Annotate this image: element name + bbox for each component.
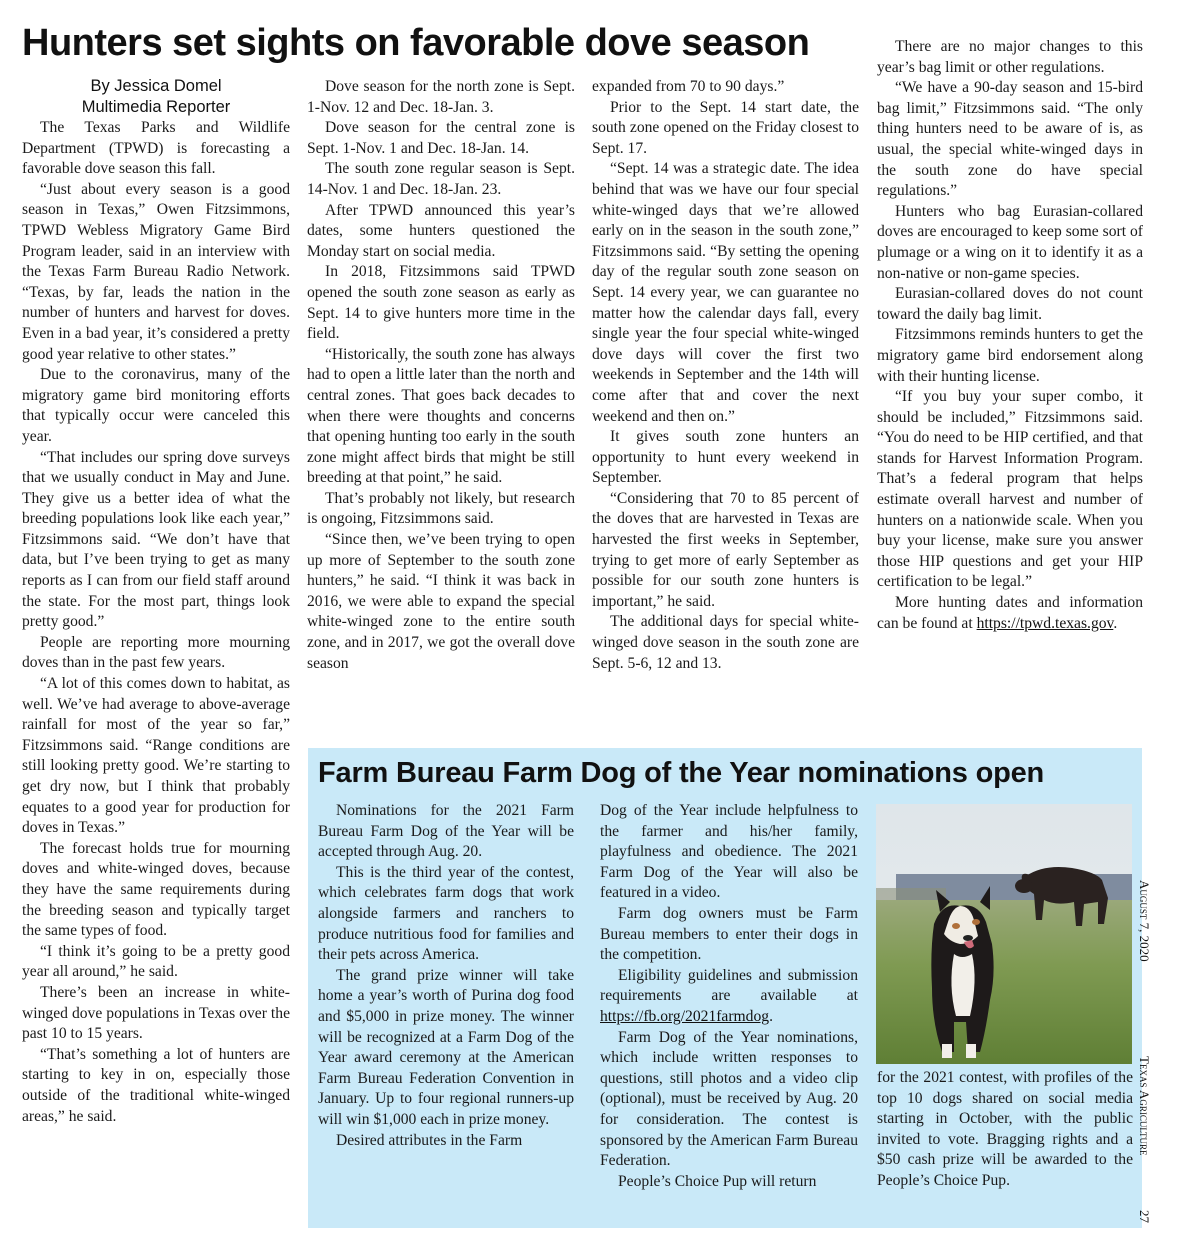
paragraph: Dog of the Year include helpfulness to the farmer and his/her family, playfulness and obedience. The 2021 Farm Dog of the Year will also be featured in a video. bbox=[600, 802, 858, 902]
farm-dog-photo-illustration bbox=[876, 804, 1132, 1064]
paragraph: Desired attributes in the Farm bbox=[336, 1131, 523, 1149]
paragraph: “If you buy your super combo, it should be included,” Fitzsimmons said. “You do need to be HIP certified, and that stands for Harvest Information Program. That’s a federal program that helps estimate overall harvest and number of hunters on a nationwide scale. When you buy your license, make sure you answer those HIP questions and get your HIP certification to be legal.” bbox=[877, 388, 1143, 591]
paragraph: After TPWD announced this year’s dates, some hunters questioned the Monday start on social media. bbox=[307, 201, 575, 260]
paragraph: This is the third year of the contest, which celebrates farm dogs that work alongside farmers and ranchers to produce nutritious food for families and their pets across America. bbox=[318, 863, 574, 964]
paragraph: Prior to the Sept. 14 start date, the south zone opened on the Friday closest to Sept. 17. bbox=[592, 98, 859, 157]
paragraph: The Texas Parks and Wildlife Department (TPWD) is forecasting a favorable dove season this fall. bbox=[22, 119, 290, 178]
paragraph: It gives south zone hunters an opportunity to hunt every weekend in September. bbox=[592, 428, 859, 487]
publication-name: Texas Agriculture bbox=[1137, 1056, 1152, 1156]
paragraph: “Just about every season is a good season in Texas,” Owen Fitzsimmons, TPWD Webless Migratory Game Bird Program leader, said in an interview with the Texas Farm Bureau Radio Network. “Texas, by far, leads the nation in the number of hunters and harvest for doves. Even in a bad year, it’s considered a pretty good year relative to other states.” bbox=[22, 180, 290, 363]
sidebar-column-3 bbox=[877, 1068, 1133, 1192]
paragraph: “That’s something a lot of hunters are starting to key in on, especially those outside of the traditional white-winged areas,” he said. bbox=[22, 1045, 290, 1125]
paragraph: for the 2021 contest, with profiles of the top 10 dogs shared on social media starting in October, with the public invited to vote. Bragging rights and a $50 cash prize will be awarded to the People’s Choice Pup. bbox=[877, 1069, 1133, 1189]
sidebar-column-1 bbox=[318, 801, 574, 1151]
paragraph: The south zone regular season is Sept. 14-Nov. 1 and Dec. 18-Jan. 23. bbox=[307, 160, 575, 198]
paragraph bbox=[877, 593, 1143, 634]
paragraph: Eurasian-collared doves do not count toward the daily bag limit. bbox=[877, 285, 1143, 323]
byline-author: By Jessica Domel bbox=[90, 77, 222, 95]
paragraph: expanded from 70 to 90 days.” bbox=[592, 78, 785, 95]
paragraph-text: More hunting dates and information can be found at bbox=[877, 594, 1143, 632]
page-number: 27 bbox=[1137, 1210, 1152, 1223]
farmdog-link[interactable]: https://fb.org/2021farmdog bbox=[600, 1007, 770, 1025]
paragraph: Dove season for the north zone is Sept. 1-Nov. 12 and Dec. 18-Jan. 3. bbox=[307, 78, 575, 116]
paragraph: There’s been an increase in white-winged dove populations in Texas over the past 10 to 15 years. bbox=[22, 983, 290, 1043]
paragraph: The additional days for special white-winged dove season in the south zone are Sept. 5-6, 12 and 13. bbox=[592, 613, 859, 672]
paragraph: “Since then, we’ve been trying to open up more of September to the south zone hunters,” he said. “I think it was back in 2016, we were able to expand the special white-winged zone to the entire south zone, and in 2017, we got the overall dove season bbox=[307, 531, 575, 672]
paragraph: The grand prize winner will take home a year’s worth of Purina dog food and $5,000 in prize money. The winner will be recognized at a Farm Dog of the Year award ceremony at the American Farm Bureau Federation Convention in January. Up to four regional runners-up will win $1,000 each in prize money. bbox=[318, 966, 574, 1128]
paragraph: Hunters who bag Eurasian-collared doves are encouraged to keep some sort of plumage or a wing on it to identify it as a non-native or non-game species. bbox=[877, 202, 1143, 282]
paragraph: “Considering that 70 to 85 percent of the doves that are harvested in Texas are harvested the first weeks in September, trying to get more of early September as possible for our south zone hunters is important,” he said. bbox=[592, 489, 859, 610]
paragraph: That’s probably not likely, but research is ongoing, Fitzsimmons said. bbox=[307, 489, 575, 528]
paragraph: There are no major changes to this year’s bag limit or other regulations. bbox=[877, 38, 1143, 76]
paragraph: Dove season for the central zone is Sept. 1-Nov. 1 and Dec. 18-Jan. 14. bbox=[307, 119, 575, 157]
paragraph: People’s Choice Pup will return bbox=[618, 1172, 817, 1190]
paragraph: Due to the coronavirus, many of the migratory game bird monitoring efforts that typically occur were canceled this year. bbox=[22, 366, 290, 445]
paragraph: “A lot of this comes down to habitat, as well. We’ve had average to above-average rainfall for most of the year so far,” Fitzsimmons said. “Range conditions are still looking pretty good. We’re starting to get dry now, but I think that probably equates to a good year for production for doves in Texas.” bbox=[22, 675, 290, 837]
sidebar-column-2 bbox=[600, 801, 858, 1192]
page-side-margin bbox=[1136, 880, 1160, 1240]
paragraph: “That includes our spring dove surveys that we usually conduct in May and June. They give us a better idea of what the breeding populations look like each year,” Fitzsimmons said. “We don’t have that data, but I’ve been trying to get as many reports as I can from our field staff around the state. For the most part, things look pretty good.” bbox=[22, 448, 290, 631]
sidebar-headline: Farm Bureau Farm Dog of the Year nominations open bbox=[318, 757, 1045, 789]
paragraph: The forecast holds true for mourning doves and white-winged doves, because they have the same requirements during the breeding season and typically target the same types of food. bbox=[22, 839, 290, 940]
article-column-2 bbox=[307, 77, 575, 674]
tpwd-link[interactable]: https://tpwd.texas.gov bbox=[976, 614, 1114, 632]
article-headline: Hunters set sights on favorable dove season bbox=[22, 22, 810, 64]
paragraph: In 2018, Fitzsimmons said TPWD opened the south zone season as early as Sept. 14 to give hunters more time in the field. bbox=[307, 263, 575, 343]
byline-title: Multimedia Reporter bbox=[81, 97, 231, 116]
paragraph: Farm dog owners must be Farm Bureau members to enter their dogs in the competition. bbox=[600, 904, 858, 964]
paragraph-text: Eligibility guidelines and submission requirements are available at bbox=[600, 966, 858, 1005]
paragraph: People are reporting more mourning doves than in the past few years. bbox=[22, 633, 290, 672]
paragraph: “I think it’s going to be a pretty good year all around,” he said. bbox=[22, 942, 290, 981]
paragraph bbox=[600, 966, 858, 1028]
issue-date: August 7, 2020 bbox=[1137, 880, 1152, 962]
article-column-1 bbox=[22, 118, 290, 1127]
article-column-4 bbox=[877, 37, 1143, 634]
paragraph: Farm Dog of the Year nominations, which include written responses to questions, still photos and a video clip (optional), must be received by Aug. 20 for consideration. The contest is sponsored by the American Farm Bureau Federation. bbox=[600, 1028, 858, 1170]
paragraph: Nominations for the 2021 Farm Bureau Farm Dog of the Year will be accepted through Aug. 20. bbox=[318, 802, 574, 861]
paragraph: “Historically, the south zone has always had to open a little later than the north and central zones. That goes back decades to when there were thoughts and concerns that opening hunting too early in the south zone might affect birds that might be still breeding at that point,” he said. bbox=[307, 345, 575, 487]
farm-dog-photo bbox=[876, 804, 1132, 1064]
paragraph: Fitzsimmons reminds hunters to get the migratory game bird endorsement along with their hunting license. bbox=[877, 326, 1143, 385]
paragraph-end: . bbox=[1113, 614, 1118, 632]
byline bbox=[22, 76, 290, 117]
paragraph: “We have a 90-day season and 15-bird bag limit,” Fitzsimmons said. “The only thing hunters need to be aware of is, as usual, the special white-winged days in the south zone do have special regulations.” bbox=[877, 79, 1143, 200]
paragraph: “Sept. 14 was a strategic date. The idea behind that was we have our four special white-winged days that we’re allowed early on in the season in the south zone,” Fitzsimmons said. “By setting the opening day of the regular south zone season on Sept. 14 every year, we can guarantee no matter how the calendar days fall, every single year the four special white-winged dove days will cover the first two weekends in September and the 14th will come after that and cover the next weekend and then on.” bbox=[592, 160, 859, 425]
article-column-3 bbox=[592, 77, 859, 674]
paragraph-end: . bbox=[769, 1007, 773, 1025]
